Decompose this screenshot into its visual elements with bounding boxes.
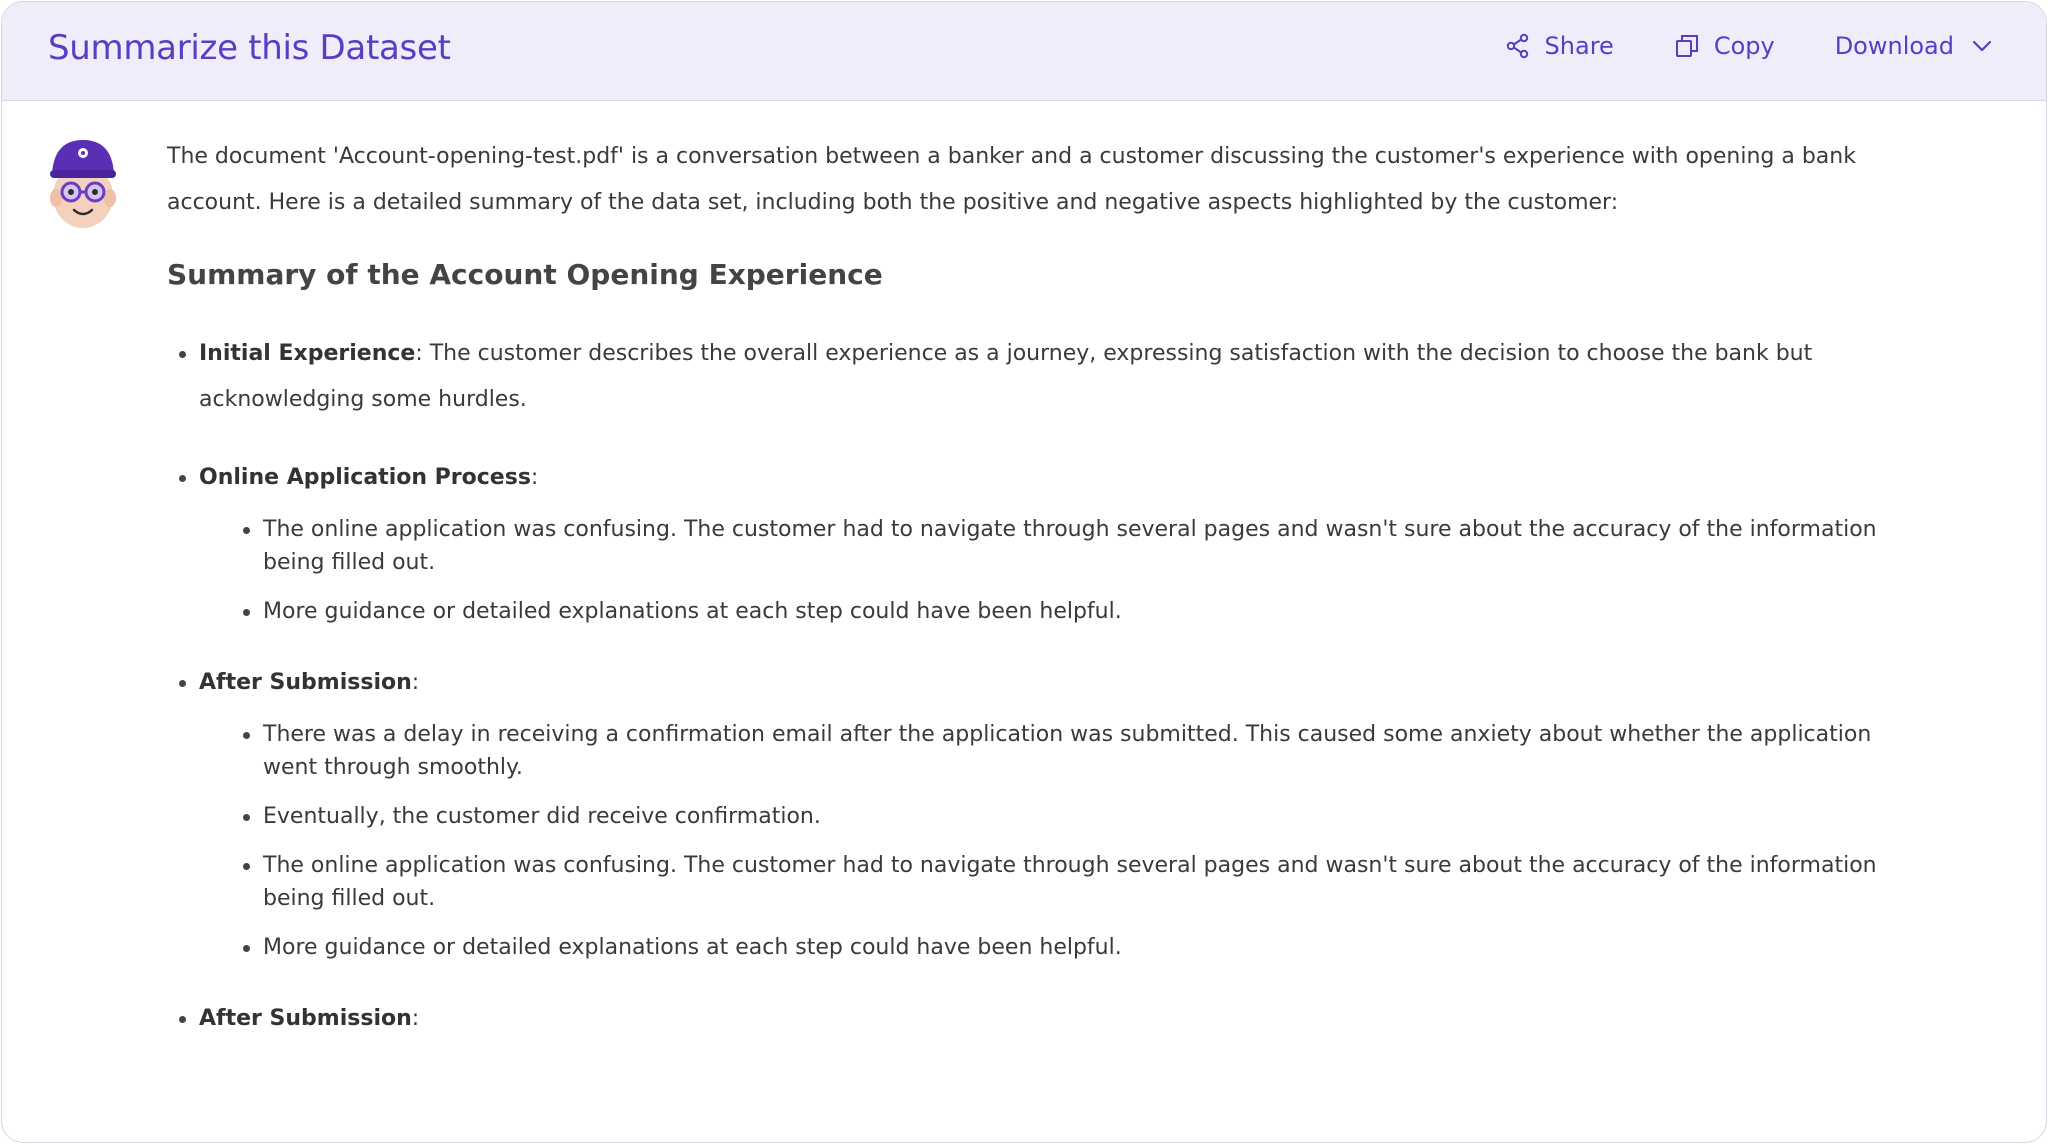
sub-list-item: More guidance or detailed explanations at each step could have been helpful. bbox=[231, 931, 1927, 964]
list-item bbox=[167, 660, 1927, 964]
download-button[interactable] bbox=[1835, 32, 1996, 60]
item-text: : bbox=[411, 1006, 420, 1031]
item-text: : The customer describes the overall experience as a journey, expressing satisfaction with the decision to choose the bank but acknowledging some hurdles. bbox=[199, 341, 1813, 412]
item-text: : bbox=[530, 465, 539, 490]
sub-list-item: Eventually, the customer did receive confirmation. bbox=[231, 800, 1927, 833]
summary-list bbox=[167, 331, 1927, 1042]
item-label: After Submission bbox=[199, 1006, 412, 1031]
panel-header bbox=[2, 2, 2046, 101]
section-heading: Summary of the Account Opening Experience bbox=[167, 258, 883, 291]
copy-icon bbox=[1674, 33, 1700, 59]
share-button[interactable] bbox=[1505, 32, 1614, 60]
header-actions bbox=[1505, 32, 1996, 60]
download-label: Download bbox=[1834, 32, 1954, 60]
share-icon bbox=[1505, 33, 1531, 59]
sub-list bbox=[199, 718, 1927, 964]
item-text: : bbox=[411, 670, 420, 695]
sub-list bbox=[199, 513, 1927, 628]
item-label: After Submission bbox=[199, 670, 412, 695]
page-title: Summarize this Dataset bbox=[48, 28, 451, 68]
list-item bbox=[167, 996, 1927, 1042]
chevron-down-icon bbox=[1968, 32, 1996, 60]
copy-label: Copy bbox=[1713, 32, 1775, 60]
sub-list-item: There was a delay in receiving a confirmation email after the application was submitted. This caused some anxiety about whether the application went through smoothly. bbox=[231, 718, 1927, 784]
item-label: Online Application Process bbox=[199, 465, 531, 490]
message-content bbox=[167, 134, 1927, 1042]
intro-text: The document 'Account-opening-test.pdf' is a conversation between a banker and a customer discussing the customer's experience with opening a bank account. Here is a detailed summary of the data set, including both the positive and negative aspects highlighted by the customer: bbox=[167, 144, 1856, 215]
item-label: Initial Experience bbox=[199, 341, 416, 366]
assistant-avatar bbox=[40, 134, 126, 234]
copy-button[interactable] bbox=[1674, 32, 1775, 60]
list-item bbox=[167, 455, 1927, 628]
sub-list-item: More guidance or detailed explanations at each step could have been helpful. bbox=[231, 595, 1927, 628]
list-item bbox=[167, 331, 1927, 423]
sub-list-item: The online application was confusing. The customer had to navigate through several pages and wasn't sure about the accuracy of the information being filled out. bbox=[231, 513, 1927, 579]
share-label: Share bbox=[1544, 32, 1614, 60]
sub-list-item: The online application was confusing. The customer had to navigate through several pages and wasn't sure about the accuracy of the information being filled out. bbox=[231, 849, 1927, 915]
summary-panel bbox=[1, 1, 2047, 1143]
